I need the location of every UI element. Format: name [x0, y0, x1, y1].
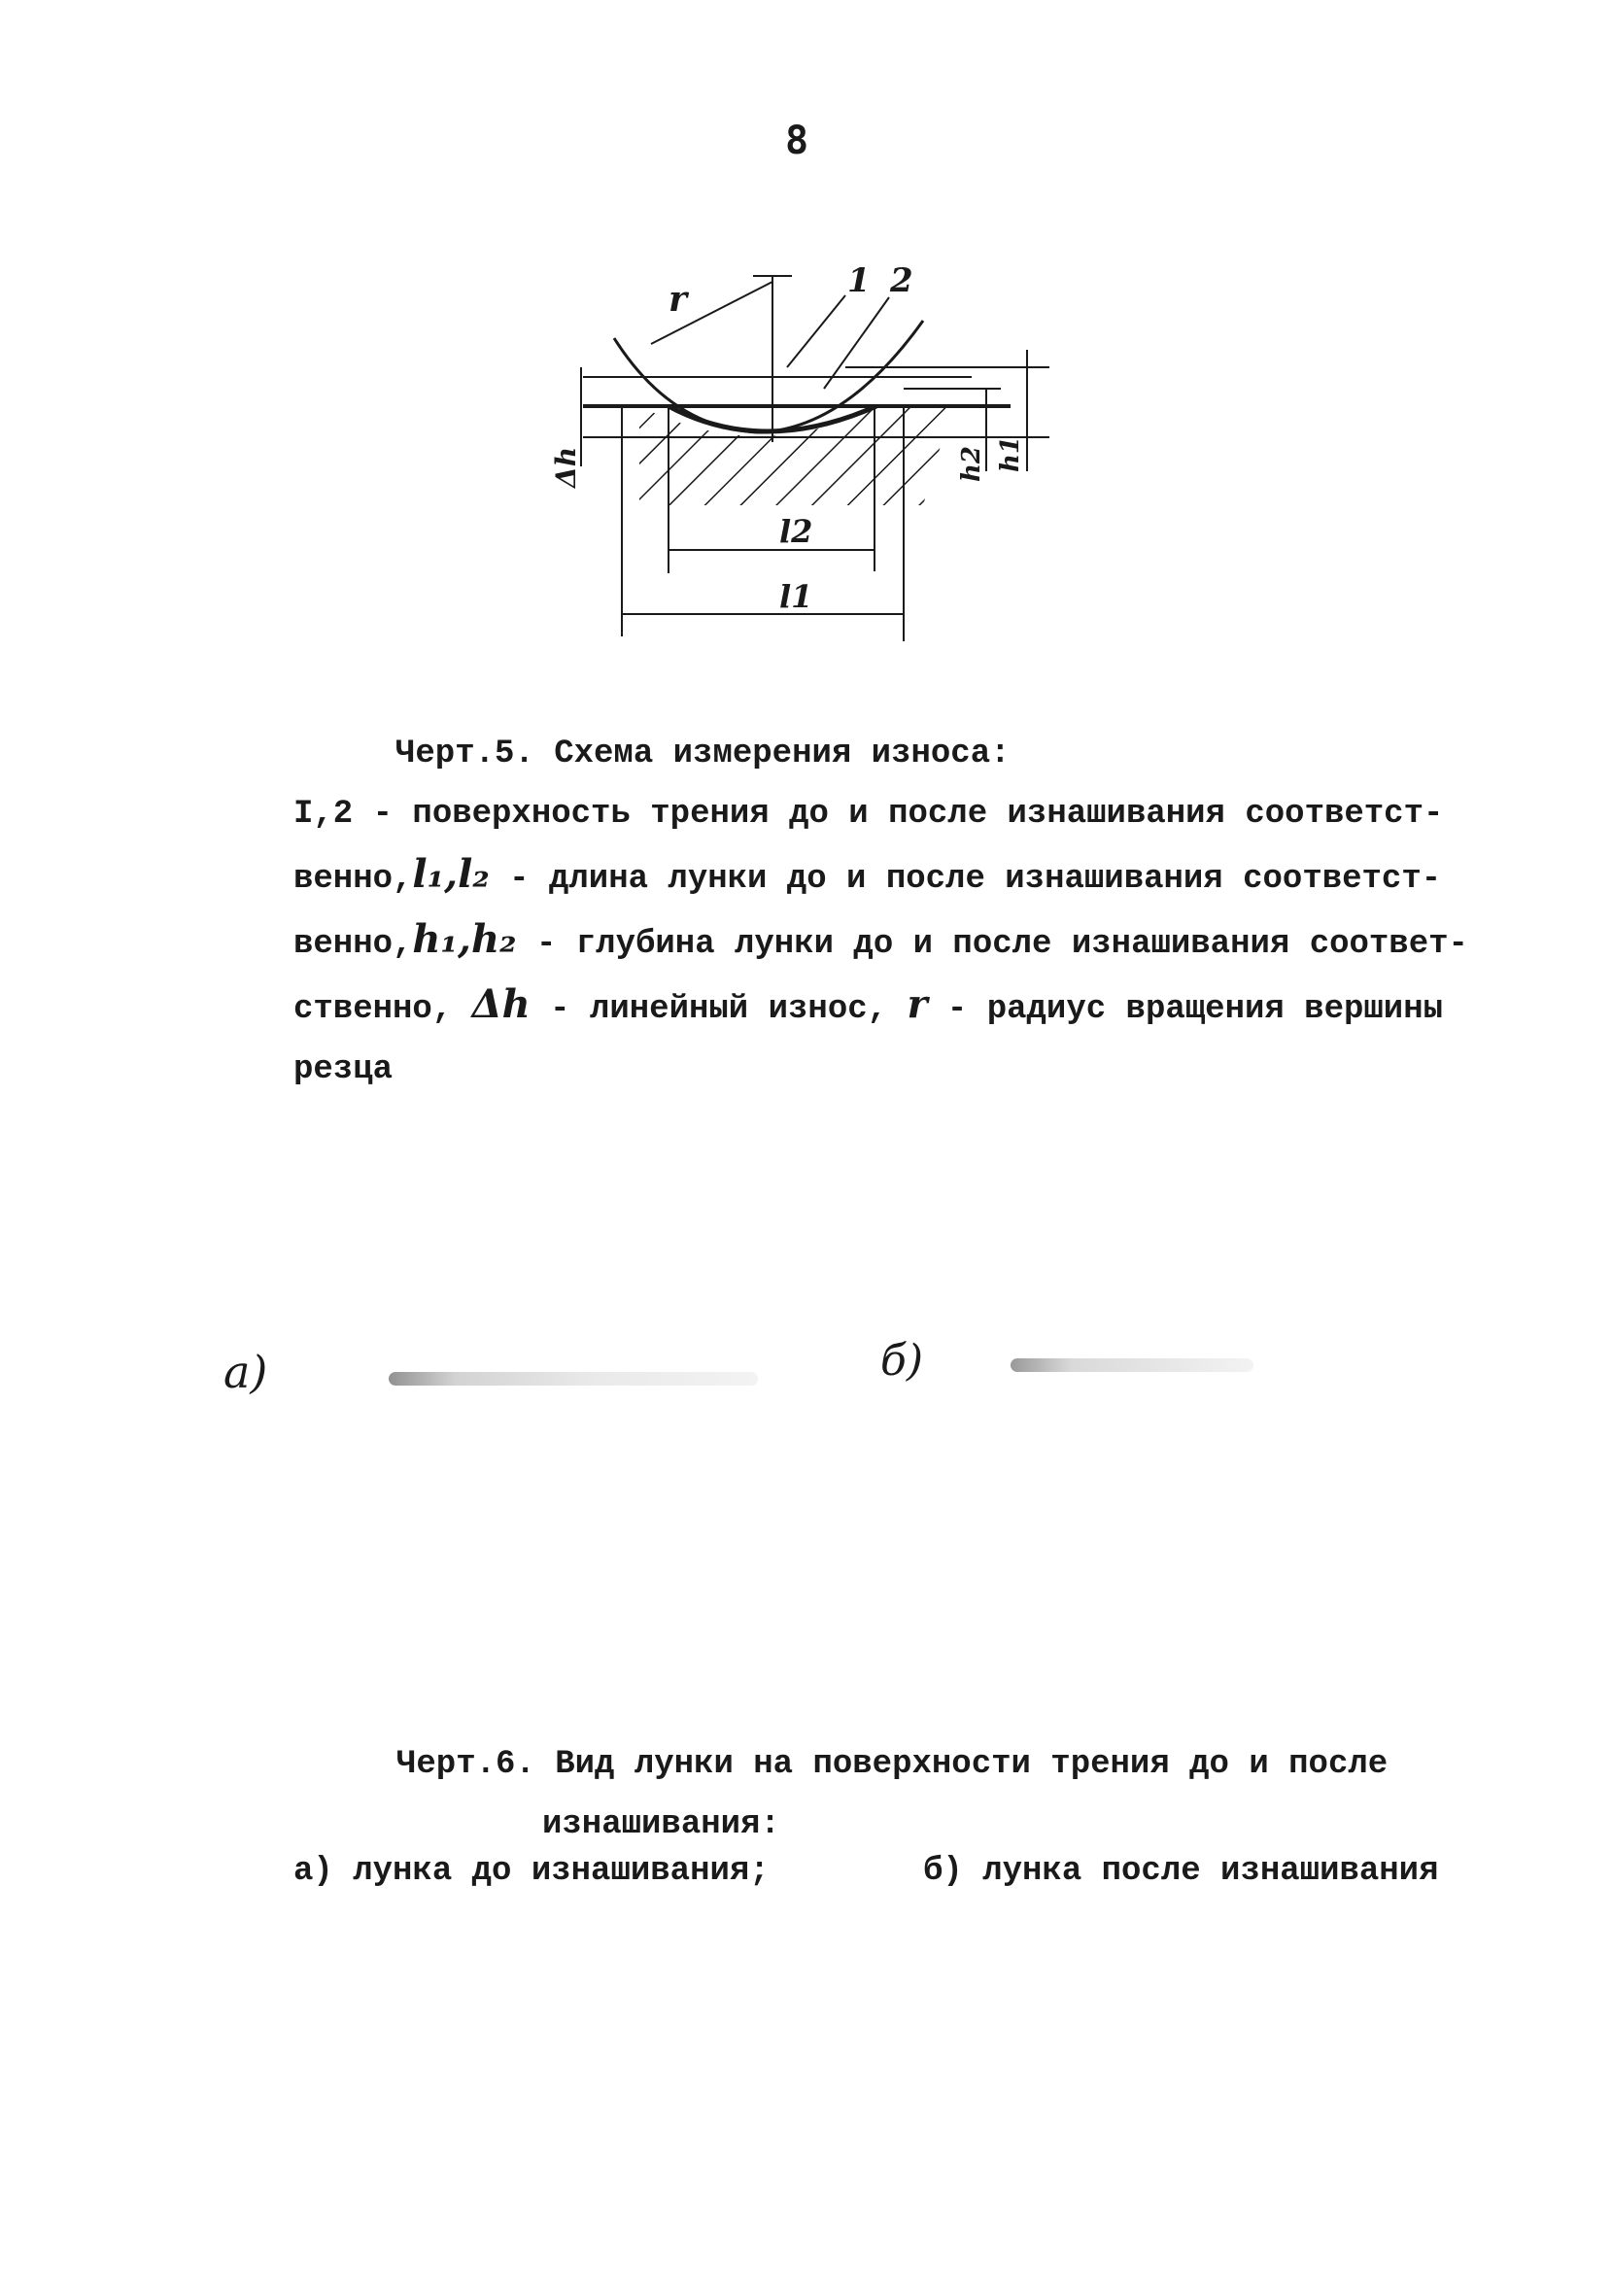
label-l1: l1	[779, 578, 813, 615]
label-l2: l2	[779, 513, 813, 550]
label-dh: Δh	[550, 446, 582, 488]
label-h1: h1	[996, 436, 1025, 472]
figure5-caption-line: резца	[293, 1051, 394, 1088]
figure5-caption-line: I,2 - поверхность трения до и после изнашивания соответст-	[293, 796, 1444, 833]
label-h2: h2	[957, 446, 986, 482]
figure6-title-cont: изнашивания:	[542, 1806, 780, 1843]
figure5-caption	[293, 724, 1468, 1100]
figure5-caption-line: ственно, Δh - линейный износ, r - радиус вращения вершины	[293, 981, 1444, 1028]
label-1: 1	[847, 261, 871, 300]
label-r: r	[669, 279, 687, 320]
leader-1	[787, 295, 845, 367]
figure6-image-a	[389, 1372, 758, 1386]
figure5-caption-line: венно,h₁,h₂ - глубина лунки до и после изнашивания соответ-	[293, 916, 1468, 963]
symbol-h1-h2: h₁,h₂	[412, 916, 517, 962]
figure6-label-b: б)	[880, 1336, 924, 1386]
label-2: 2	[890, 261, 913, 300]
figure6-title: Черт.6. Вид лунки на поверхности трения до и после	[396, 1746, 1389, 1783]
figure5-caption-line: венно,l₁,l₂ - длина лунки до и после изнашивания соответст-	[293, 851, 1442, 898]
symbol-l1-l2: l₁,l₂	[412, 851, 490, 897]
figure5-title: Черт.5. Схема измерения износа:	[395, 736, 1011, 772]
page-number: 8	[785, 119, 809, 163]
figure6-label-a: а)	[223, 1346, 268, 1398]
figure6-caption	[396, 1734, 1388, 1855]
symbol-dh: Δh	[471, 981, 531, 1027]
wear-measurement-diagram	[550, 261, 1079, 641]
figure6-sub-b: б) лунка после изнашивания	[923, 1853, 1439, 1890]
symbol-r: r	[907, 981, 928, 1027]
figure6-image-b	[1011, 1358, 1253, 1372]
figure6-sub-a: а) лунка до изнашивания;	[293, 1853, 770, 1890]
